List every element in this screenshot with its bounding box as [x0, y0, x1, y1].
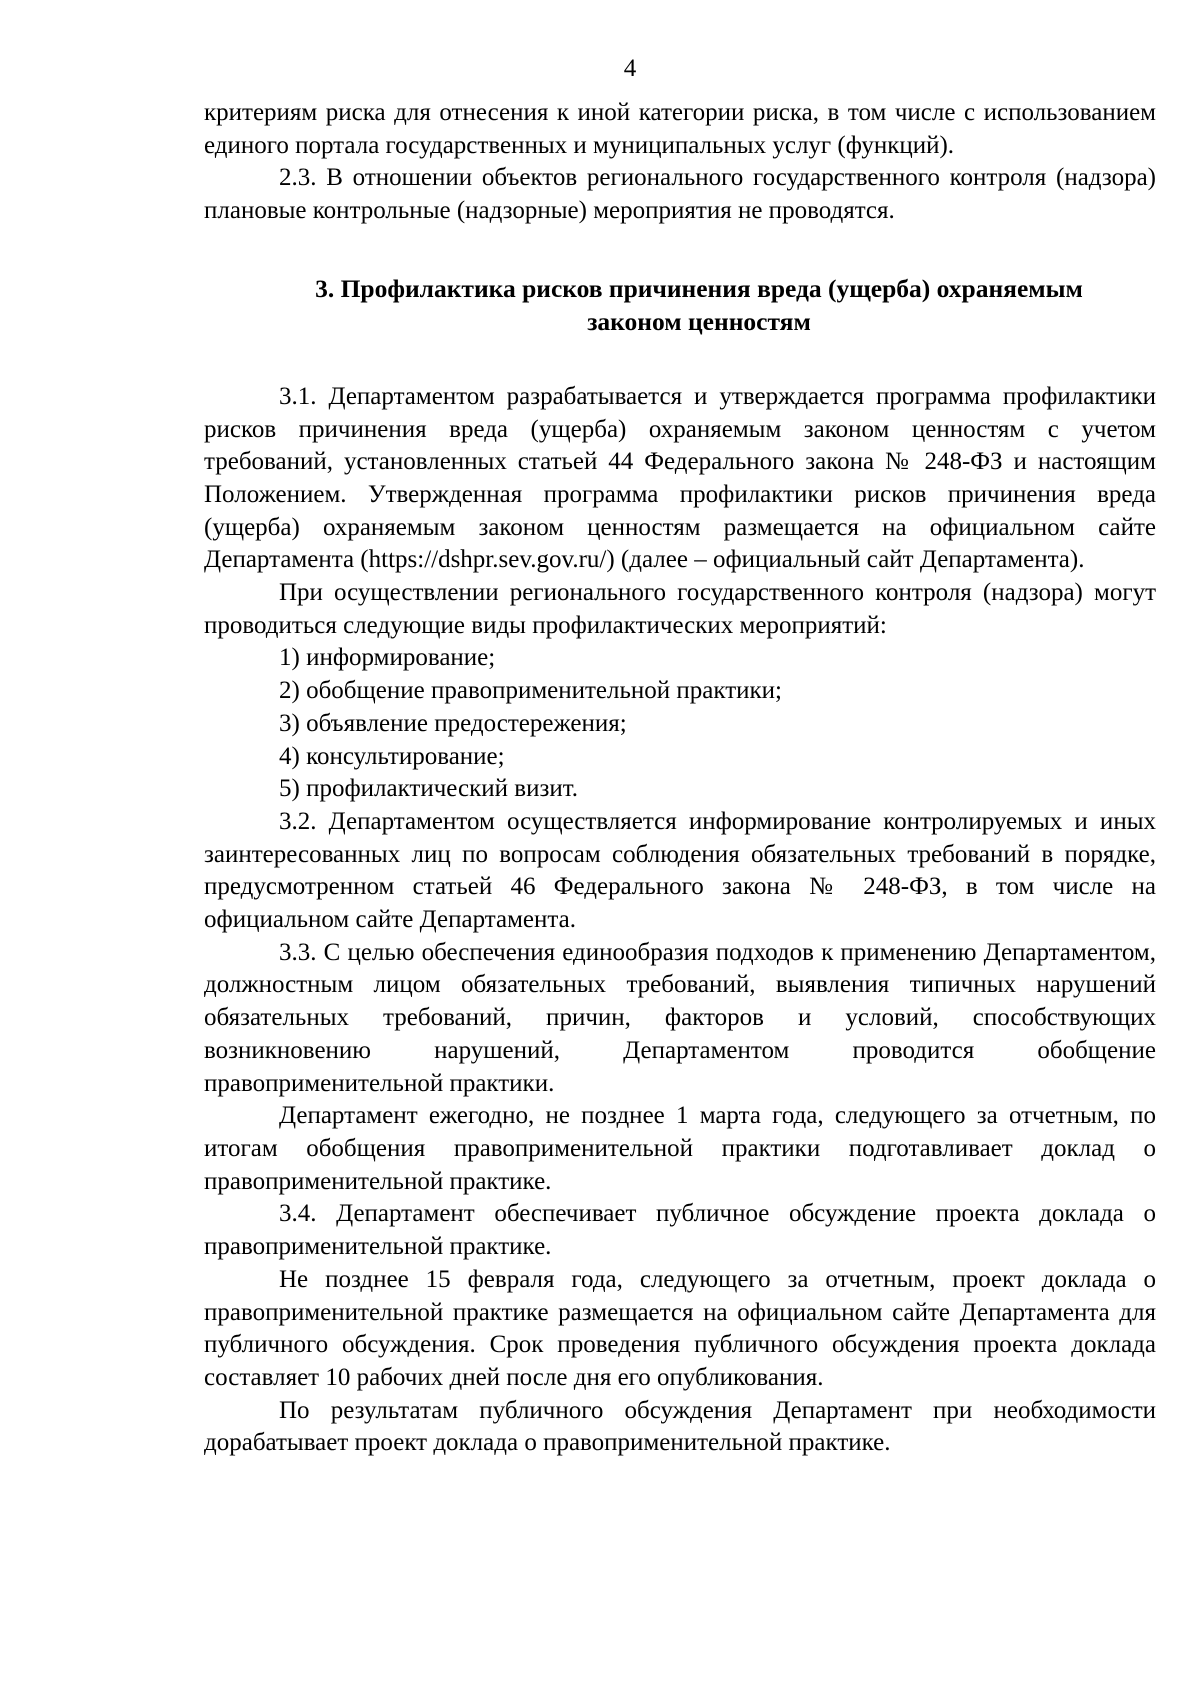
- paragraph-3-2: 3.2. Департаментом осуществляется информирование контролируемых и иных заинтересованных лиц по вопросам соблюдения обязательных требований в порядке, предусмотренном статьей 46 Федерального закона № 248-ФЗ, в том числе на официальном сайте Департамента.: [204, 807, 1156, 934]
- continuation-paragraph: критериям риска для отнесения к иной категории риска, в том числе с использованием единого портала государственных и муниципальных услуг (функций).: [204, 99, 1156, 159]
- results-paragraph: По результатам публичного обсуждения Департамент при необходимости дорабатывает проект доклада о правоприменительной практике.: [204, 1396, 1156, 1457]
- list-item: 3) объявление предостережения;: [279, 709, 627, 737]
- list-item: 5) профилактический визит.: [279, 775, 578, 803]
- publication-paragraph: Не позднее 15 февраля года, следующего за отчетным, проект доклада о правоприменительной практике размещается на официальном сайте Департамента для публичного обсуждения. Срок проведения публичного обсуждения проекта доклада составляет 10 рабочих дней после дня его опубликования.: [204, 1265, 1156, 1391]
- annual-report-paragraph: Департамент ежегодно, не позднее 1 марта года, следующего за отчетным, по итогам обобщения правоприменительной практики подготавливает доклад о правоприменительной практике.: [204, 1102, 1156, 1195]
- paragraph-2-3: 2.3. В отношении объектов регионального государственного контроля (надзора) плановые контрольные (надзорные) мероприятия не проводятся.: [204, 164, 1156, 225]
- section-3-heading-line-2: законом ценностям: [587, 306, 811, 336]
- list-item: 4) консультирование;: [279, 742, 505, 770]
- section-3-heading-line-1: 3. Профилактика рисков причинения вреда (ущерба) охраняемым: [315, 273, 1083, 303]
- paragraph-3-1: 3.1. Департаментом разрабатывается и утверждается программа профилактики рисков причинения вреда (ущерба) охраняемым законом ценностям с учетом требований, установленных статьей 44 Федерального закона № 248-ФЗ и настоящим Положением. Утвержденная программа профилактики рисков причинения вреда (ущерба) охраняемым законом ценностям размещается на официальном сайте Департамента (https://dshpr.sev.gov.ru/) (далее – официальный сайт Департамента).: [204, 382, 1156, 574]
- section-3-heading: [242, 272, 1156, 338]
- measures-list: [204, 642, 1156, 806]
- document-body: [204, 97, 1156, 1460]
- list-item: 1) информирование;: [279, 644, 496, 672]
- paragraph-3-3: 3.3. С целью обеспечения единообразия подходов к применению Департаментом, должностным лицом обязательных требований, выявления типичных нарушений обязательных требований, причин, факторов и условий, способствующих возникновению нарушений, Департаментом проводится обобщение правоприменительной практики.: [204, 938, 1156, 1097]
- paragraph-3-4: 3.4. Департамент обеспечивает публичное обсуждение проекта доклада о правоприменительной практике.: [204, 1200, 1156, 1261]
- list-item: 2) обобщение правоприменительной практики;: [279, 677, 782, 705]
- page-number: 4: [623, 55, 637, 82]
- measures-intro-paragraph: При осуществлении регионального государственного контроля (надзора) могут проводиться следующие виды профилактических мероприятий:: [204, 579, 1156, 639]
